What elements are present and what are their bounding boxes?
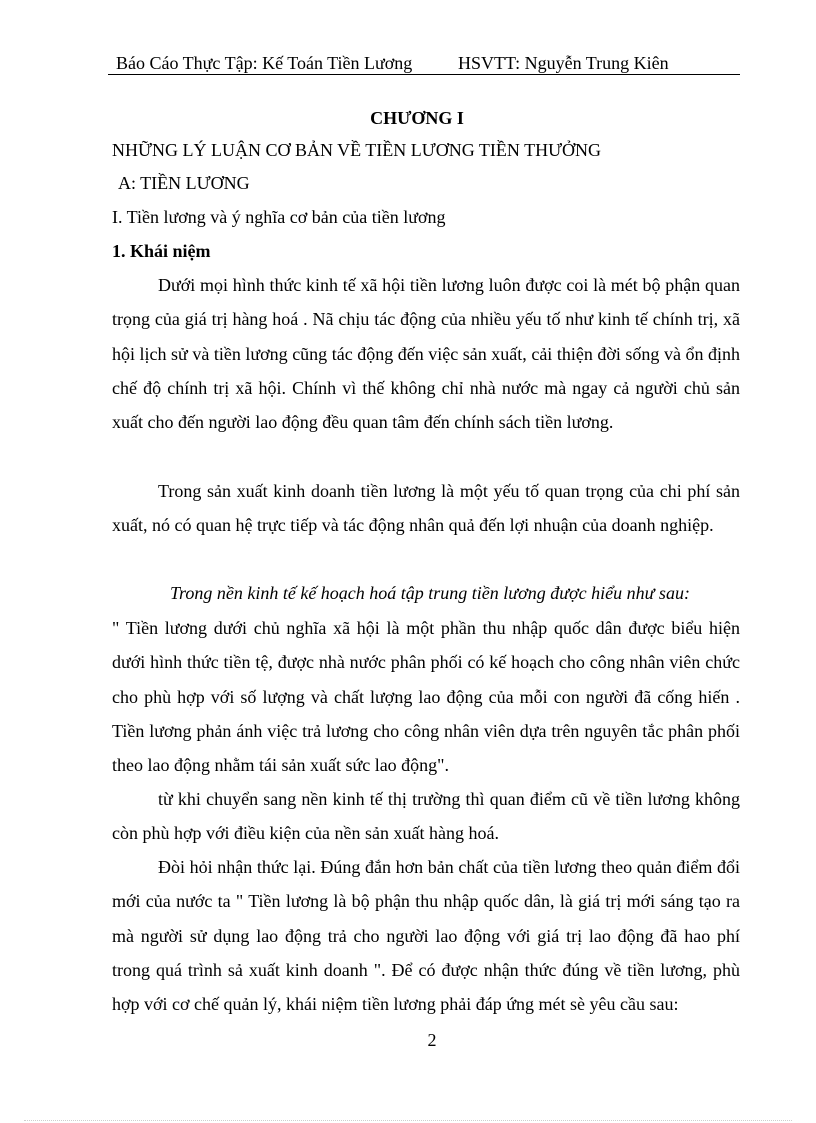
subsection-heading: 1. Khái niệm: [112, 241, 211, 261]
page-number: 2: [427, 1030, 437, 1050]
page-bottom-divider: [24, 1120, 792, 1121]
chapter-title: CHƯƠNG I: [370, 108, 464, 128]
paragraph-4-quote: " Tiền lương dưới chủ nghĩa xã hội là một phần thu nhập quốc dân được biểu hiện dưới hình thức tiền tệ, được nhà nước phân phối có kế hoạch cho công nhân viên chức cho phù hợp với số lượng và chất lượng lao động của mỗi con người đã cống hiến . Tiền lương phản ánh việc trả lương cho công nhân viên dựa trên nguyên tắc phân phối theo lao động nhằm tái sản xuất sức lao động".: [112, 618, 740, 776]
section-heading-1: I. Tiền lương và ý nghĩa cơ bản của tiền lương: [112, 207, 446, 227]
paragraph-2: Trong sản xuất kinh doanh tiền lương là một yếu tố quan trọng của chi phí sản xuất, nó có quan hệ trực tiếp và tác động nhân quả đến lợi nhuận của doanh nghiệp.: [112, 481, 740, 536]
header-report-title: Báo Cáo Thực Tập: Kế Toán Tiền Lương: [116, 53, 413, 73]
chapter-subtitle: NHỮNG LÝ LUẬN CƠ BẢN VỀ TIỀN LƯƠNG TIỀN THƯỞNG: [112, 140, 602, 160]
header-author: HSVTT: Nguyễn Trung Kiên: [458, 53, 669, 73]
section-heading-a: A: TIỀN LƯƠNG: [118, 173, 250, 193]
paragraph-3-italic: Trong nền kinh tế kế hoạch hoá tập trung tiền lương được hiểu như sau:: [170, 583, 690, 603]
paragraph-1: Dưới mọi hình thức kinh tế xã hội tiền lương luôn được coi là mét bộ phận quan trọng của giá trị hàng hoá . Nã chịu tác động của nhiều yếu tố như kinh tế chính trị, xã hội lịch sử và tiền lương cũng tác động đến việc sản xuất, cải thiện đời sống và ổn định chế độ chính trị xã hội. Chính vì thế không chỉ nhà nước mà ngay cả người chủ sản xuất cho đến người lao động đều quan tâm đến chính sách tiền lương.: [112, 275, 740, 433]
paragraph-6: Đòi hỏi nhận thức lại. Đúng đắn hơn bản chất của tiền lương theo quản điểm đổi mới của nước ta " Tiền lương là bộ phận thu nhập quốc dân, là giá trị mới sáng tạo ra mà người sử dụng lao động trả cho người lao động với giá trị lao động đã hao phí trong quá trình sả xuất kinh doanh ". Để có được nhận thức đúng về tiền lương, phù hợp với cơ chế quản lý, khái niệm tiền lương phải đáp ứng mét sè yêu cầu sau:: [112, 857, 740, 1015]
page-header: [108, 52, 740, 75]
paragraph-5: từ khi chuyển sang nền kinh tế thị trường thì quan điểm cũ về tiền lương không còn phù hợp với điều kiện của nền sản xuất hàng hoá.: [112, 789, 740, 844]
